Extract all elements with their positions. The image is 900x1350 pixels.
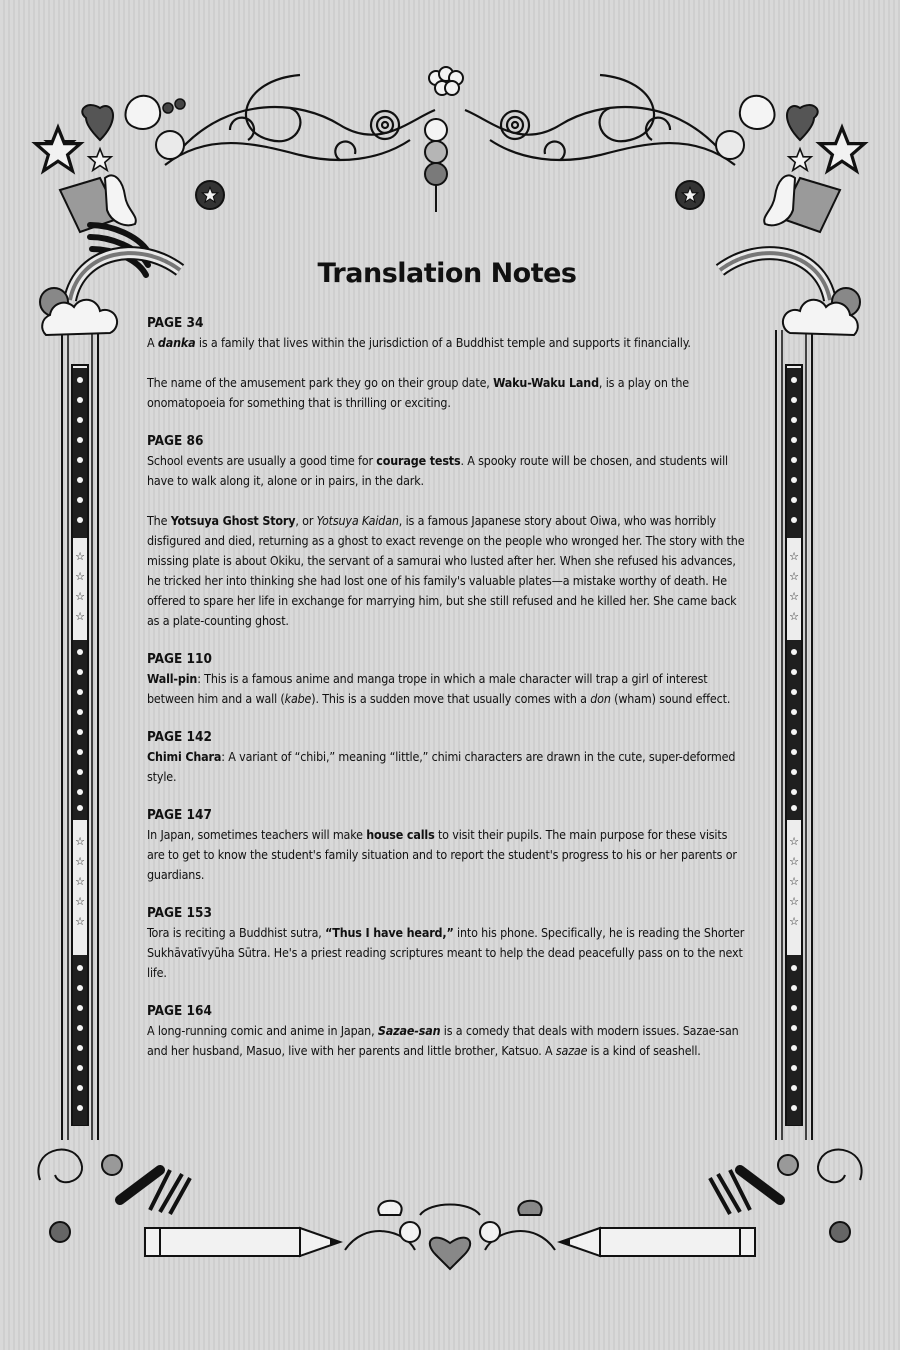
note-section [147,727,747,787]
translation-notes-content [147,258,747,1079]
svg-text:☆: ☆ [75,835,85,848]
svg-text:☆: ☆ [789,895,799,908]
emphasized-term: house calls [366,827,435,842]
note-section [147,431,747,631]
svg-text:☆: ☆ [789,835,799,848]
note-paragraph [147,451,747,491]
page-heading: PAGE 142 [147,729,212,745]
svg-text:☆: ☆ [75,895,85,908]
text-run: : A variant of “chibi,” meaning “little,” chimi characters are drawn in the cute, super-deformed style. [147,749,736,784]
left-border-column [62,330,98,1140]
emphasized-term: kabe [284,691,312,706]
emphasized-term: danka [157,335,196,350]
text-run: School events are usually a good time for [147,453,377,468]
dango-icon [425,118,447,212]
text-run: A long-running comic and anime in Japan, [147,1023,378,1038]
emphasized-term: “Thus I have heard,” [325,925,454,940]
note-paragraph [147,1021,747,1061]
cherry-icon [163,103,173,113]
note-paragraph [147,747,747,787]
page-heading: PAGE 164 [147,1003,212,1019]
text-run: In Japan, sometimes teachers will make [147,827,367,842]
text-run: to visit their pupils. The main purpose for these visits are to get to know the student's family situation and to report the student's progress to his or her parents or guardians. [147,827,737,882]
svg-text:☆: ☆ [789,550,799,563]
umbrella-icon [378,1201,401,1215]
emphasized-term: courage tests [376,453,461,468]
text-run: is a comedy that deals with modern issues. Sazae-san and her husband, Masuo, live with her parents and little brother, Katsuo. A [147,1023,739,1058]
text-run: , is a famous Japanese story about Oiwa, who was horribly disfigured and died, returning as a ghost to exact revenge on the people who wronged her. The story with the missing plate is about Okiku, the servant of a samurai who lusted after her. When she refused his advances, he tricked her into thinking she had lost one of his family's valuable plates—a mistake worthy of death. He offered to spare her life in exchange for marrying him, but she still refused and he killed her. She came back as a plate-counting ghost. [147,513,745,628]
text-run: (wham) sound effect. [610,691,731,706]
page-heading: PAGE 110 [147,651,212,667]
text-run: , or [295,513,317,528]
text-run: A [147,335,158,350]
svg-text:☆: ☆ [789,610,799,623]
note-section [147,903,747,983]
emphasized-term: Yotsuya Ghost Story [170,513,296,528]
svg-text:☆: ☆ [789,875,799,888]
text-run: : This is a famous anime and manga trope in which a male character will trap a girl of interest between him and a wall ( [147,671,708,706]
emphasized-term: Waku-Waku Land [493,375,599,390]
svg-text:☆: ☆ [75,875,85,888]
flower-icon [429,67,463,95]
page-heading: PAGE 153 [147,905,212,921]
emphasized-term: Chimi Chara [147,749,222,764]
text-run: . A spooky route will be chosen, and students will have to walk along it, alone or in pairs, in the dark. [147,453,729,488]
bottom-right-corner-decor [560,1150,862,1256]
note-section [147,1001,747,1061]
note-paragraph [147,923,747,983]
page-heading: PAGE 147 [147,807,212,823]
corndog-icon [120,1170,160,1200]
svg-text:☆: ☆ [789,915,799,928]
emphasized-term: Yotsuya Kaidan [316,513,399,528]
note-section [147,313,747,413]
notes-list [147,313,747,1061]
text-run: , is a play on the onomatopoeia for something that is thrilling or exciting. [147,375,689,410]
bird-icon [126,96,161,129]
note-section [147,805,747,885]
note-paragraph [147,511,747,631]
svg-text:☆: ☆ [75,570,85,583]
emphasized-term: Wall-pin [147,671,198,686]
right-border-column [776,330,812,1140]
page-heading: PAGE 34 [147,315,204,331]
note-paragraph [147,825,747,885]
bottom-center-ornament [345,1201,555,1269]
text-run: Tora is reciting a Buddhist sutra, [147,925,326,940]
heart-icon [430,1238,470,1269]
svg-text:☆: ☆ [75,855,85,868]
svg-text:☆: ☆ [789,855,799,868]
svg-text:☆: ☆ [75,590,85,603]
bottom-left-corner-decor [38,1150,340,1256]
svg-text:☆: ☆ [75,610,85,623]
page-heading: PAGE 86 [147,433,204,449]
page-title: Translation Notes [317,258,577,289]
svg-text:☆: ☆ [75,550,85,563]
text-run: The name of the amusement park they go on their group date, [147,375,494,390]
svg-text:☆: ☆ [75,915,85,928]
svg-text:☆: ☆ [789,570,799,583]
text-run: is a family that lives within the jurisdiction of a Buddhist temple and supports it financially. [195,335,691,350]
strawberry-icon [82,105,113,140]
note-paragraph [147,669,747,709]
cookie-icon [102,1155,122,1175]
text-run: The [147,513,171,528]
svg-text:☆: ☆ [789,590,799,603]
note-section [147,649,747,709]
emphasized-term: sazae [555,1043,588,1058]
text-run: is a kind of seashell. [587,1043,701,1058]
note-paragraph [147,333,747,353]
bun-icon [400,1222,420,1242]
pencil-icon [145,1228,340,1256]
text-run: into his phone. Specifically, he is reading the Shorter Sukhāvatīvyūha Sūtra. He's a priest reading scriptures meant to help the dead peacefully pass on to the next life. [147,925,745,980]
emphasized-term: Sazae-san [377,1023,441,1038]
note-paragraph [147,373,747,413]
text-run: ). This is a sudden move that usually comes with a [311,691,591,706]
emphasized-term: don [590,691,611,706]
